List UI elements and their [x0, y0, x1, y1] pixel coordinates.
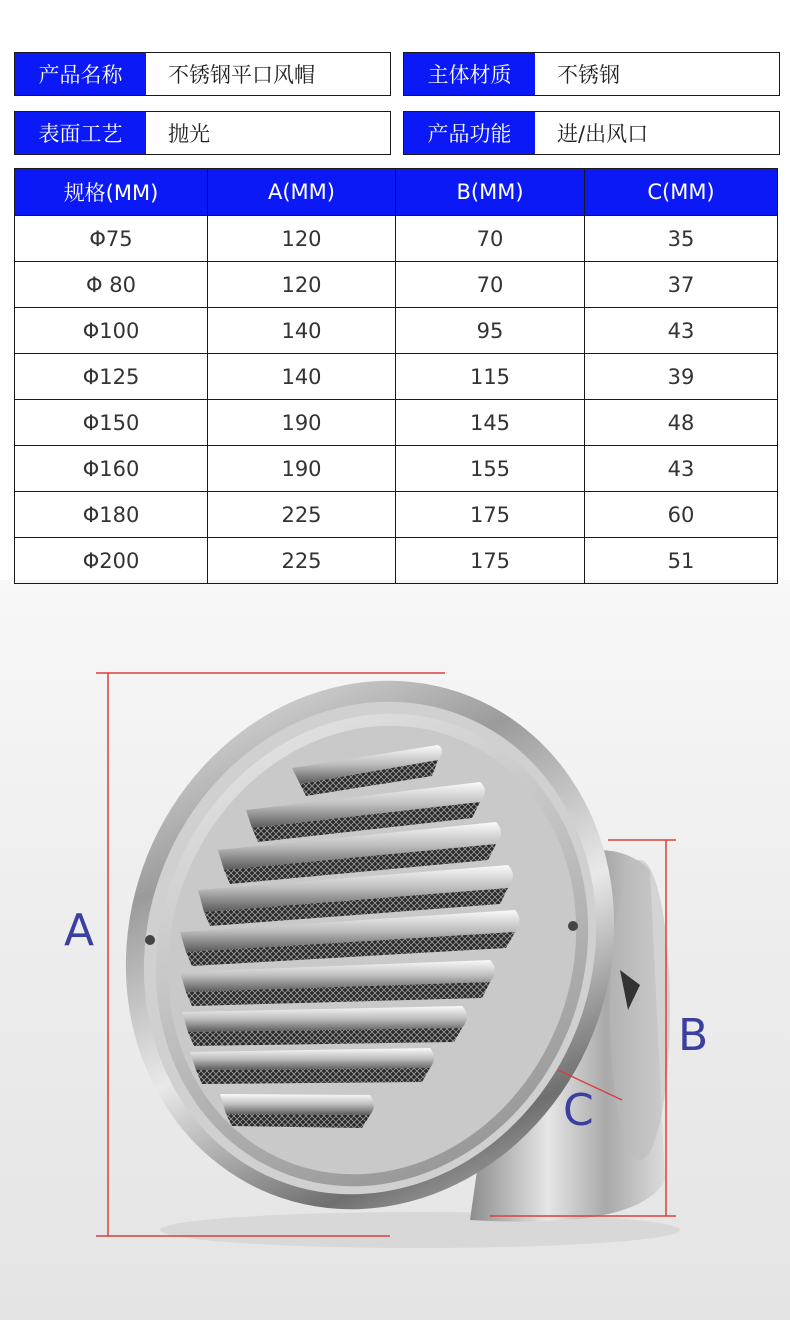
table-row: [15, 216, 778, 262]
header-size: 规格(MM): [15, 169, 208, 216]
cell-b: 175: [396, 492, 585, 538]
cell-size: Φ180: [15, 492, 208, 538]
cell-size: Φ160: [15, 446, 208, 492]
cell-c: 35: [585, 216, 778, 262]
header-a: A(MM): [208, 169, 396, 216]
cell-c: 48: [585, 400, 778, 446]
function-value: 进/出风口: [557, 122, 649, 146]
cell-size: Φ100: [15, 308, 208, 354]
dimension-label-a: A: [64, 905, 95, 956]
cell-size: Φ 80: [15, 262, 208, 308]
function-label: 产品功能: [404, 112, 535, 154]
material-value: 不锈钢: [557, 63, 620, 87]
cell-b: 70: [396, 262, 585, 308]
table-row: [15, 446, 778, 492]
cell-a: 225: [208, 492, 396, 538]
cell-b: 70: [396, 216, 585, 262]
table-row: [15, 354, 778, 400]
cell-b: 115: [396, 354, 585, 400]
cell-a: 120: [208, 216, 396, 262]
cell-a: 190: [208, 446, 396, 492]
cell-size: Φ125: [15, 354, 208, 400]
spec-section: [0, 0, 790, 580]
cell-a: 225: [208, 538, 396, 584]
cell-c: 37: [585, 262, 778, 308]
cell-size: Φ150: [15, 400, 208, 446]
cell-size: Φ75: [15, 216, 208, 262]
cell-b: 95: [396, 308, 585, 354]
floor-shadow: [160, 1212, 680, 1248]
table-row: [15, 262, 778, 308]
cell-a: 140: [208, 308, 396, 354]
cell-c: 60: [585, 492, 778, 538]
cell-b: 175: [396, 538, 585, 584]
info-row-material: [403, 52, 780, 96]
cell-a: 120: [208, 262, 396, 308]
material-label: 主体材质: [404, 53, 535, 95]
cell-c: 43: [585, 446, 778, 492]
product-name-value: 不锈钢平口风帽: [168, 63, 315, 87]
cell-b: 145: [396, 400, 585, 446]
dimension-label-c: C: [563, 1085, 594, 1136]
header-b: B(MM): [396, 169, 585, 216]
dimension-label-b: B: [678, 1010, 709, 1061]
product-name-label: 产品名称: [15, 53, 146, 95]
cell-size: Φ200: [15, 538, 208, 584]
cell-a: 190: [208, 400, 396, 446]
table-row: [15, 492, 778, 538]
surface-value: 抛光: [168, 122, 210, 146]
surface-label: 表面工艺: [15, 112, 146, 154]
info-row-surface: [14, 111, 391, 155]
cell-c: 43: [585, 308, 778, 354]
header-c: C(MM): [585, 169, 778, 216]
info-row-function: [403, 111, 780, 155]
vent-cap-illustration: [0, 540, 790, 1320]
cell-c: 51: [585, 538, 778, 584]
table-header-row: [15, 169, 778, 216]
table-row: [15, 308, 778, 354]
cell-b: 155: [396, 446, 585, 492]
table-row: [15, 400, 778, 446]
cell-c: 39: [585, 354, 778, 400]
info-row-product-name: [14, 52, 391, 96]
cell-a: 140: [208, 354, 396, 400]
spec-table: [14, 168, 778, 584]
